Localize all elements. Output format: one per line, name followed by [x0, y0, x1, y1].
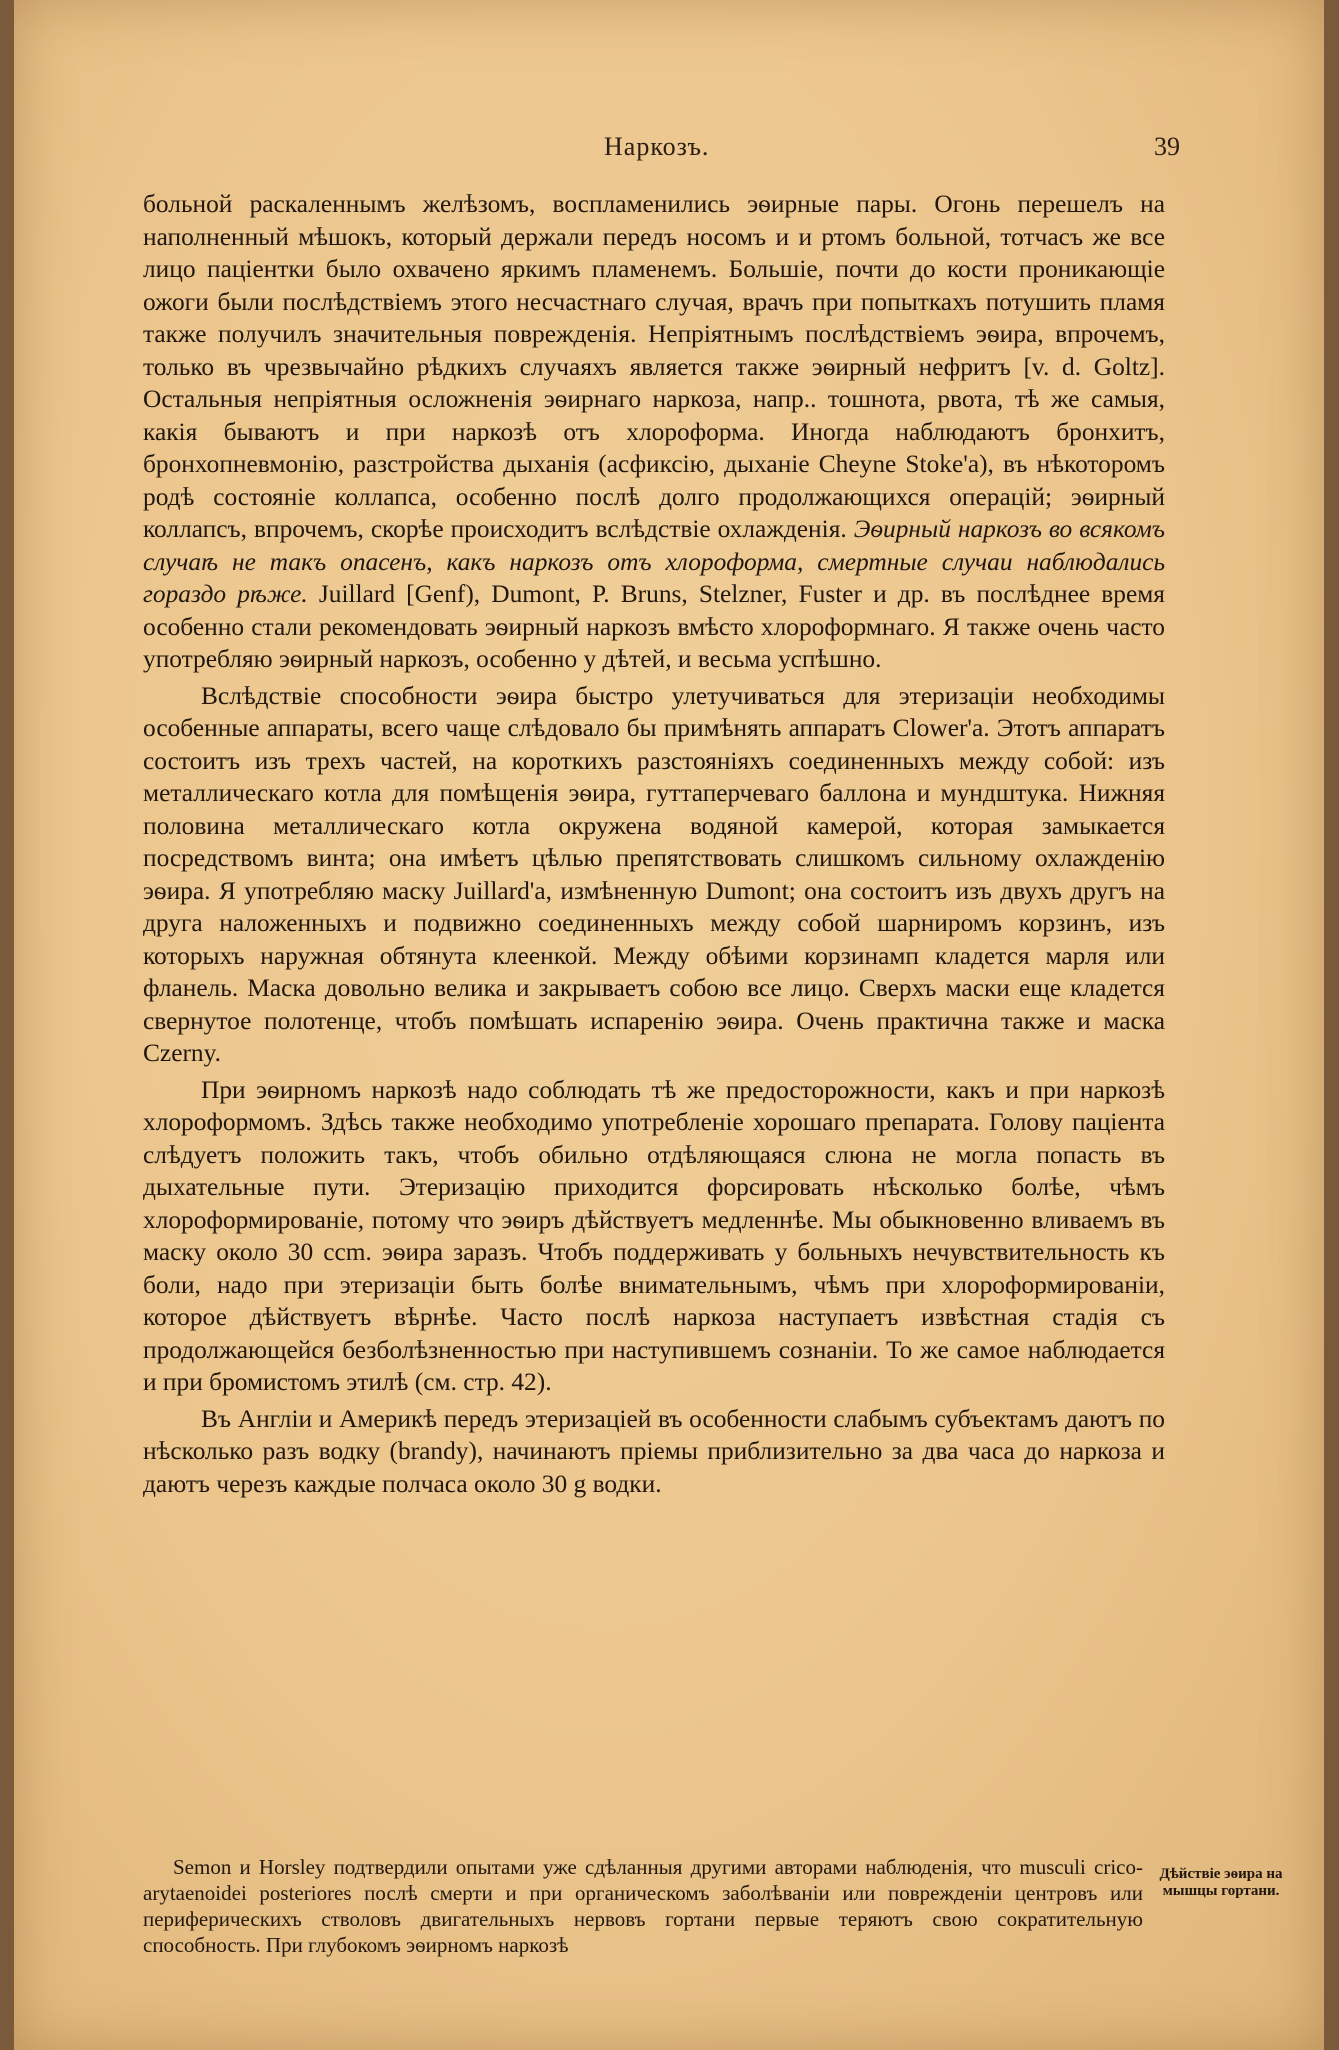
footnote-text: Semon и Horsley подтвердили опытами уже сдѣланныя другими авторами наблюденія, что musculi crico-arytaenoidei posteriores послѣ смерти и при органическомъ заболѣваніи или поврежденіи центровъ или периферическихъ стволовъ двигательныхъ нервовъ гортани первые теряютъ свою сократительную способность. При глубокомъ эѳирномъ наркозѣ	[143, 1855, 1143, 1957]
paragraph	[143, 188, 1165, 676]
paragraph: При эѳирномъ наркозѣ надо соблюдать тѣ же предосторожности, какъ и при наркозѣ хлороформомъ. Здѣсь также необходимо употребленіе хорошаго препарата. Голову паціента слѣдуетъ положить такъ, чтобъ обильно отдѣляющаяся слюна не могла попасть въ дыхательные пути. Этеризацію приходится форсировать нѣсколько болѣе, чѣмъ хлороформированіе, потому что эѳиръ дѣйствуетъ медленнѣе. Мы обыкновенно вливаемъ въ маску около 30 ccm. эѳира заразъ. Чтобъ поддерживать у больныхъ нечувствительность къ боли, надо при этеризаціи быть болѣе внимательнымъ, чѣмъ при хлороформированіи, которое дѣйствуетъ вѣрнѣе. Часто послѣ наркоза наступаетъ извѣстная стадія съ продолжающейся безболѣзненностью при наступившемъ сознаніи. То же самое наблюдается и при бромистомъ этилѣ (см. стр. 42).	[143, 1075, 1165, 1396]
body-text	[143, 188, 1165, 1500]
page-number: 39	[1154, 132, 1180, 161]
paragraph: Въ Англіи и Америкѣ передъ этеризаціей въ особенности слабымъ субъектамъ даютъ по нѣсколько разъ водку (brandy), начинаютъ пріемы приблизительно за два часа до наркоза и даютъ черезъ каждые полчаса около 30 g водки.	[143, 1404, 1165, 1498]
footnote	[143, 1854, 1143, 1958]
paragraph-text: больной раскаленнымъ желѣзомъ, воспламенились эѳирные пары. Огонь перешелъ на наполненный мѣшокъ, который держали передъ носомъ и и ртомъ больной, тотчасъ же все лицо паціентки было охвачено яркимъ пламенемъ. Большіе, почти до кости проникающіе ожоги были послѣдствіемъ этого несчастнаго случая, врачъ при попыткахъ потушить пламя также получилъ значительныя поврежденія. Непріятнымъ послѣдствіемъ эѳира, впрочемъ, только въ чрезвычайно рѣдкихъ случаяхъ является также эѳирный нефритъ [v. d. Goltz]. Остальныя непріятныя осложненія эѳирнаго наркоза, напр.. тошнота, рвота, тѣ же самыя, какія бываютъ и при наркозѣ отъ хлороформа. Иногда наблюдаютъ бронхитъ, бронхопневмонію, разстройства дыханія (асфиксію, дыханіе Cheyne Stoke'а), въ нѣкоторомъ родѣ состояніе коллапса, особенно послѣ долго продолжающихся операцій; эѳирный коллапсъ, впрочемъ, скорѣе происходитъ вслѣдствіе охлажденія.	[143, 190, 1165, 543]
paragraph: Вслѣдствіе способности эѳира быстро улетучиваться для этеризаціи необходимы особенные аппараты, всего чаще слѣдовало бы примѣнять аппаратъ Clower'а. Этотъ аппаратъ состоитъ изъ трехъ частей, на короткихъ разстояніяхъ соединенныхъ между собой: изъ металлическаго котла для помѣщенія эѳира, гуттаперчеваго баллона и мундштука. Нижняя половина металлическаго котла окружена водяной камерой, которая замыкается посредствомъ винта; она имѣетъ цѣлью препятствовать слишкомъ сильному охлажденію эѳира. Я употребляю маску Juillard'а, измѣненную Dumont; она состоитъ изъ двухъ другъ на друга наложенныхъ и подвижно соединенныхъ между собой шарниромъ корзинъ, изъ которыхъ наружная обтянута клеенкой. Между обѣими корзинамп кладется марля или фланель. Маска довольно велика и закрываетъ собою все лицо. Сверхъ маски еще кладется свернутое полотенце, чтобъ помѣшать испаренію эѳира. Очень практична также и маска Czerny.	[143, 681, 1165, 1067]
paragraph-text: Juillard [Genf), Dumont, P. Bruns, Stelzner, Fuster и др. въ послѣднее время особенно стали рекомендовать эѳирный наркозъ вмѣсто хлороформнаго. Я также очень часто употребляю эѳирный наркозъ, особенно у дѣтей, и весьма успѣшно.	[143, 580, 1165, 673]
page-header	[14, 132, 1324, 172]
book-page	[14, 0, 1324, 2050]
running-title: Наркозъ.	[604, 132, 710, 161]
emphasized-statement: Эѳирный наркозъ во всякомъ случаѣ не такъ опасенъ, какъ наркозъ отъ хлороформа, смертные случаи наблюдались гораздо рѣже.	[143, 515, 1165, 608]
margin-note: Дѣйствіе эѳира на мышцы гортани.	[1159, 1866, 1283, 1899]
